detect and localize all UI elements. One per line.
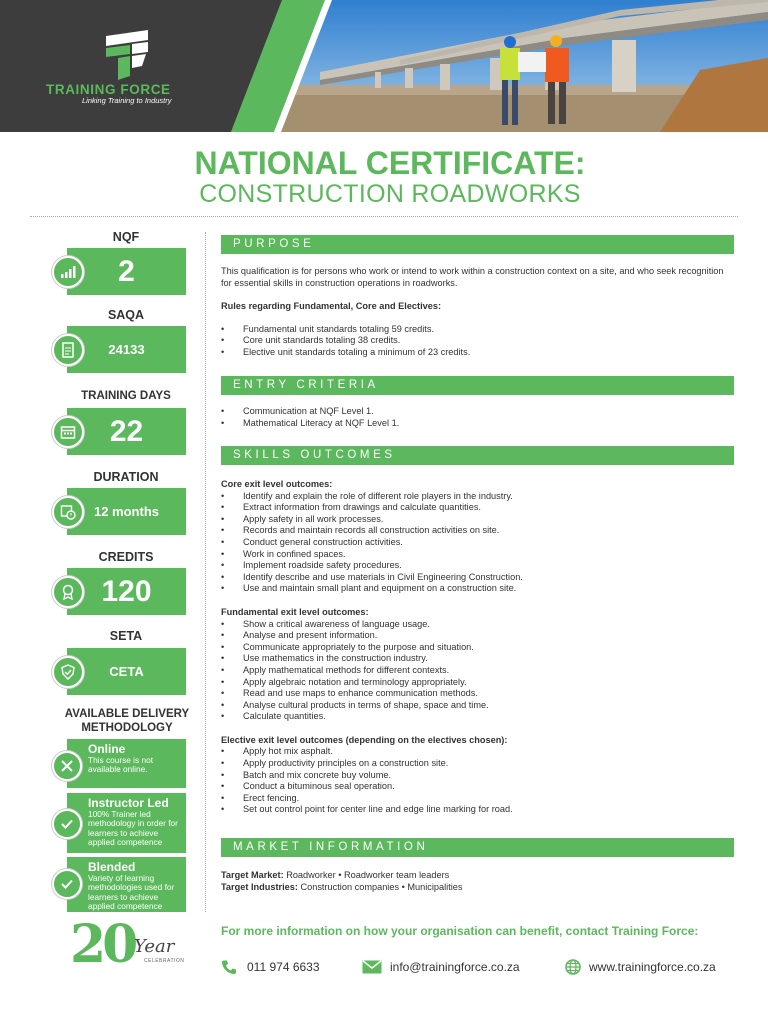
checkmark-icon [52,809,82,839]
duration-value: 12 months [67,488,186,535]
delivery-blended-desc: Variety of learning methodologies used for learners to achieve applied competence [88,873,175,912]
list-item: • Implement roadside safety procedures. [221,560,736,572]
clock-calendar-icon [52,496,84,528]
website-url: www.trainingforce.co.za [589,960,716,974]
logo-tagline: Linking Training to Industry [82,96,172,105]
skills-outcomes-section [221,479,736,816]
list-item: • Apply algebraic notation and terminology appropriately. [221,677,736,689]
list-item: • Fundamental unit standards totaling 59 credits. [221,324,736,336]
delivery-online-desc: This course is not available online. [88,755,154,775]
delivery-instructor-title: Instructor Led [88,796,169,810]
list-item: • Core unit standards totaling 38 credits. [221,335,736,347]
cross-icon [52,751,82,781]
seta-value: CETA [67,648,186,695]
bar-chart-icon [52,256,84,288]
core-heading: Core exit level outcomes: [221,479,333,489]
phone-icon [221,959,237,975]
globe-icon [565,959,581,975]
elective-list [221,746,736,816]
email-address: info@trainingforce.co.za [390,960,520,974]
saqa-label: SAQA [107,308,145,322]
entry-criteria-heading: ENTRY CRITERIA [221,376,734,395]
list-item: • Records and maintain records all construction activities on site. [221,525,736,537]
list-item: • Communicate appropriately to the purpose and situation. [221,642,736,654]
delivery-blended [67,857,186,912]
purpose-heading: PURPOSE [221,235,734,254]
seta-label: SETA [109,629,143,643]
list-item: • Set out control point for center line and edge line marking for road. [221,804,736,816]
list-item: • Apply productivity principles on a construction site. [221,758,736,770]
training-days-value: 22 [67,408,186,455]
document-icon [52,334,84,366]
list-item: • Use mathematics in the construction industry. [221,653,736,665]
contact-phone[interactable] [221,958,320,976]
list-item: • Apply mathematical methods for different contexts. [221,665,736,677]
header-banner [0,0,768,132]
calendar-icon [52,416,84,448]
title-divider [30,216,738,217]
delivery-blended-title: Blended [88,860,136,874]
page-subtitle: CONSTRUCTION ROADWORKS [199,180,581,208]
list-item: • Erect fencing. [221,793,736,805]
logo-name: TRAINING FORCE [46,82,171,97]
list-item: • Analyse cultural products in terms of shape, space and time. [221,700,736,712]
list-item: • Communication at NQF Level 1. [221,406,736,418]
anniversary-word: Year [134,936,175,957]
target-market-value: Roadworker • Roadworker team leaders [286,870,450,880]
list-item: • Apply safety in all work processes. [221,514,736,526]
award-icon [52,576,84,608]
market-section [221,870,736,893]
nqf-label: NQF [112,230,140,244]
delivery-instructor-led [67,793,186,853]
core-list [221,491,736,595]
list-item: • Show a critical awareness of language usage. [221,619,736,631]
list-item: • Calculate quantities. [221,711,736,723]
target-industries-label: Target Industries: [221,881,298,892]
list-item: • Mathematical Literacy at NQF Level 1. [221,418,736,430]
delivery-instructor-desc: 100% Trainer led methodology in order for learners to achieve applied competence [88,809,178,848]
list-item: • Analyse and present information. [221,630,736,642]
checkmark-icon [52,869,82,899]
delivery-online [67,739,186,788]
phone-number: 011 974 6633 [247,960,320,974]
list-item: • Batch and mix concrete buy volume. [221,770,736,782]
target-industries-value: Construction companies • Municipalities [300,881,463,892]
training-days-label: TRAINING DAYS [81,390,171,402]
purpose-section [221,266,736,359]
skills-outcomes-heading: SKILLS OUTCOMES [221,446,734,465]
delivery-online-title: Online [88,742,126,756]
delivery-methodology-label: AVAILABLE DELIVERY METHODOLOGY [64,708,190,734]
saqa-value: 24133 [67,326,186,373]
fundamental-list [221,619,736,723]
envelope-icon [362,960,382,974]
duration-label: DURATION [93,470,159,484]
credits-label: CREDITS [98,550,154,564]
rules-list [221,324,736,359]
list-item: • Identify describe and use materials in Civil Engineering Construction. [221,572,736,584]
entry-criteria-list [221,406,736,429]
column-divider [205,232,206,912]
contact-email[interactable] [362,958,520,976]
list-item: • Extract information from drawings and calculate quantities. [221,502,736,514]
credits-value: 120 [67,568,186,615]
list-item: • Conduct general construction activities. [221,537,736,549]
elective-heading: Elective exit level outcomes (depending on the electives chosen): [221,734,508,745]
list-item: • Conduct a bituminous seal operation. [221,781,736,793]
target-market-label: Target Market: [221,870,284,880]
rules-heading: Rules regarding Fundamental, Core and Electives: [221,301,442,312]
anniversary-logo [70,914,200,976]
list-item: • Read and use maps to enhance communication methods. [221,688,736,700]
list-item: • Elective unit standards totaling a minimum of 23 credits. [221,347,736,359]
purpose-text: This qualification is for persons who work or intend to work within a construction context on a site, and who seek recognition for essential skills in construction operations in roadworks. [221,266,724,288]
list-item: • Use and maintain small plant and equipment on a construction site. [221,583,736,595]
list-item: • Work in confined spaces. [221,549,736,561]
anniversary-number: 20 [70,914,135,975]
contact-heading: For more information on how your organisation can benefit, contact Training Force: [221,924,699,938]
nqf-value: 2 [67,248,186,295]
page-title: NATIONAL CERTIFICATE: [194,145,586,181]
contact-web[interactable] [565,958,716,976]
shield-check-icon [52,656,84,688]
anniversary-sub: CELEBRATION [144,958,185,964]
list-item: • Identify and explain the role of different role players in the industry. [221,491,736,503]
market-information-heading: MARKET INFORMATION [221,838,734,857]
list-item: • Apply hot mix asphalt. [221,746,736,758]
fundamental-heading: Fundamental exit level outcomes: [221,606,369,617]
entry-criteria-section [221,406,736,429]
